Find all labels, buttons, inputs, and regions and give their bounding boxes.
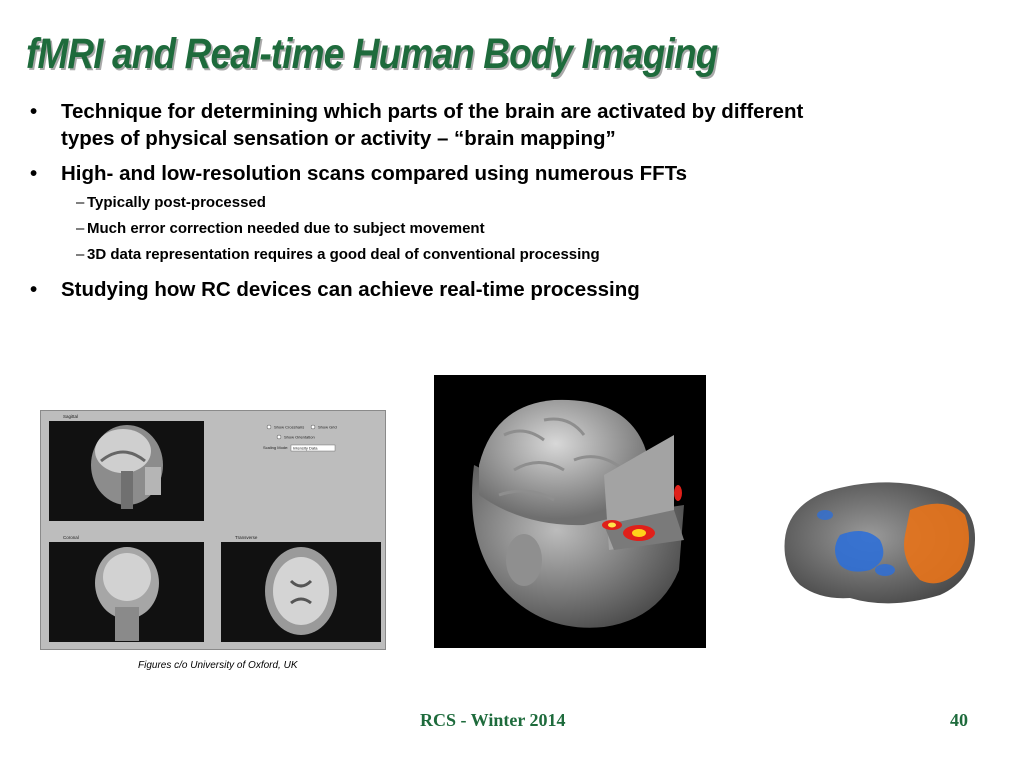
bullet-marker: • [30, 100, 38, 123]
bullet-text: Studying how RC devices can achieve real-time processing [61, 278, 640, 301]
brain-head-3d-figure [434, 375, 706, 648]
viewer-scaling-label: Scaling Mode: [263, 445, 289, 450]
sub-bullet-item [61, 216, 820, 242]
bullet-marker: • [30, 278, 38, 301]
viewer-option-label: Show Orientation [284, 434, 315, 440]
bullet-text: Technique for determining which parts of the brain are activated by different types of physical sensation or activity – “brain mapping” [61, 100, 804, 150]
sub-bullet-text: Much error correction needed due to subject movement [87, 220, 485, 237]
viewer-panel-label: Transverse [235, 535, 258, 540]
figure-caption: Figures c/o University of Oxford, UK [138, 660, 298, 671]
mri-viewer-figure [40, 410, 386, 650]
viewer-panel-label: Sagittal [63, 414, 79, 419]
sub-bullet-item [61, 190, 820, 216]
bullet-item [30, 98, 820, 152]
bullet-marker: • [30, 162, 38, 185]
sub-bullet-marker: – [76, 246, 85, 263]
brain-activation-illustration [780, 470, 980, 610]
sub-bullet-text: Typically post-processed [87, 194, 266, 211]
bullet-item [30, 160, 820, 268]
slide-title: fMRI and Real-time Human Body Imaging [26, 30, 718, 78]
mri-viewer-illustration [41, 411, 385, 649]
viewer-option-label: Show Grid [318, 424, 337, 430]
sub-bullet-marker: – [76, 194, 85, 211]
bullet-list [30, 98, 820, 311]
head-render-illustration [434, 375, 706, 648]
viewer-scaling-value: Intensity Data [293, 445, 318, 451]
sub-bullet-list [61, 190, 820, 268]
sub-bullet-text: 3D data representation requires a good deal of conventional processing [87, 246, 600, 263]
viewer-panel-label: Coronal [63, 535, 79, 540]
bullet-text: High- and low-resolution scans compared using numerous FFTs [61, 162, 688, 185]
footer-text: RCS - Winter 2014 [420, 710, 566, 730]
page-number: 40 [950, 710, 968, 730]
brain-activation-figure [780, 470, 980, 610]
sub-bullet-marker: – [76, 220, 85, 237]
sub-bullet-item [61, 242, 820, 268]
viewer-option-label: Show Crosshairs [274, 424, 305, 430]
bullet-item [30, 276, 820, 303]
